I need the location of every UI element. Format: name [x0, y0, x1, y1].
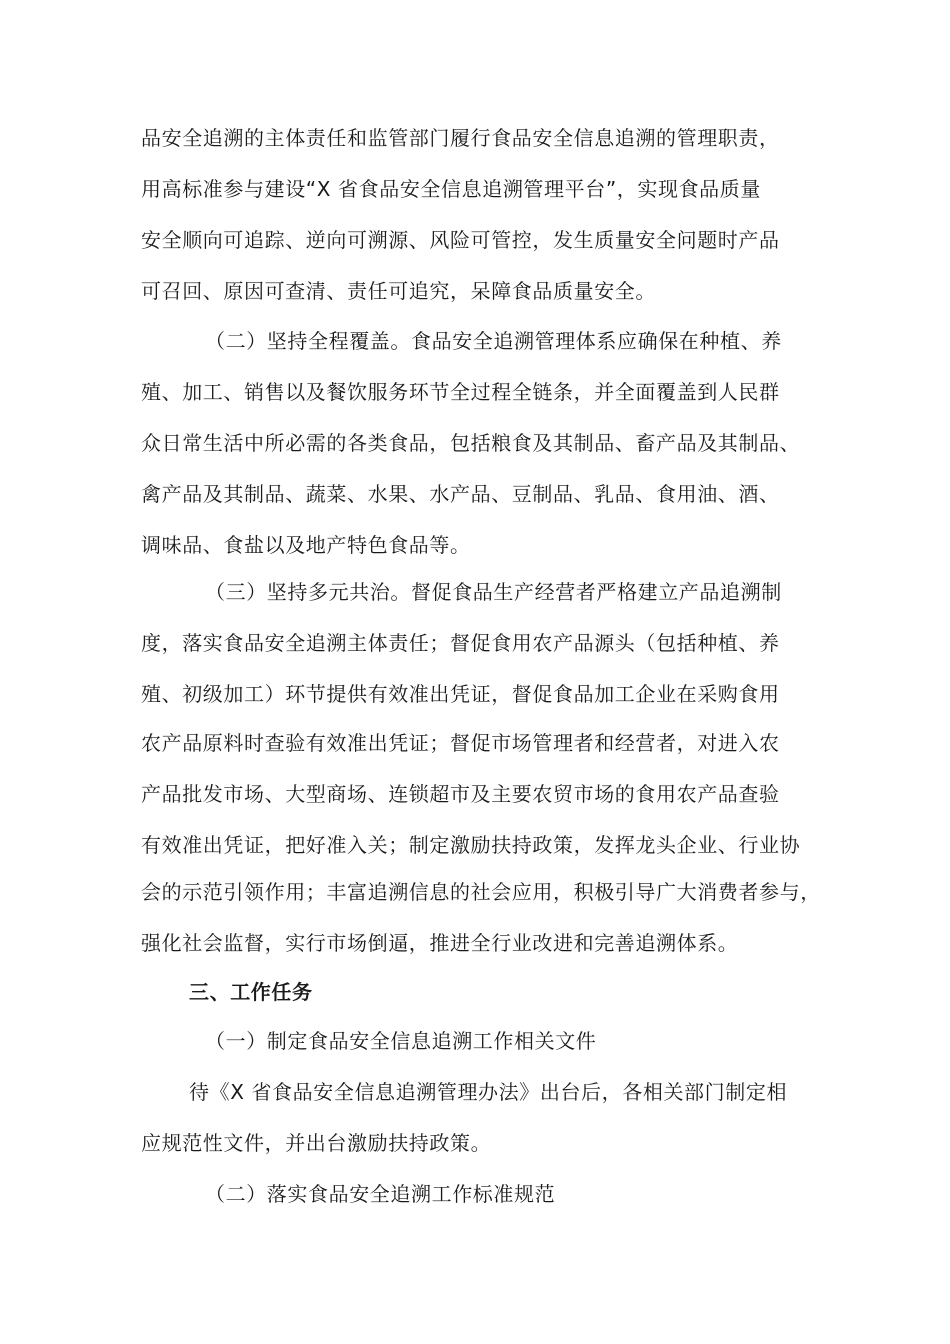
paragraph-3-line-8: 强化社会监督，实行市场倒逼，推进全行业改进和完善追溯体系。	[141, 931, 739, 955]
paragraph-3-line-6: 有效准出凭证，把好准入关；制定激励扶持政策，发挥龙头企业、行业协	[141, 833, 801, 857]
paragraph-2-line-1: （二）坚持全程覆盖。食品安全追溯管理体系应确保在种植、养	[205, 329, 782, 353]
paragraph-1-line-4: 可召回、原因可查清、责任可追究，呆障食品质量安全。	[141, 279, 656, 303]
section-heading: 三、工作任务	[189, 980, 313, 1004]
paragraph-1-line-2: 用高标准参与建设“X 省食品安全信息追溯管理平台”，实现食品质量	[141, 177, 761, 201]
paragraph-1-line-1: 品安全追溯的主体责任和监管部门履行食品安全信息追溯的管理职责，	[141, 126, 780, 150]
paragraph-4-line-1: 待《X 省食品安全信息追溯管理办法》出台后，各相关部门制定相	[189, 1080, 788, 1104]
paragraph-3-line-3: 殖、初级加工）环节提供有效准出凭证，督促食品加工企业在采购食用	[141, 682, 780, 706]
paragraph-2-line-2: 殖、加工、销售以及餐饮服务环节全过程全链条，并全面覆盖到人民群	[141, 380, 780, 404]
sub-heading-1: （一）制定食品安全信息追溯工作相关文件	[205, 1029, 597, 1053]
paragraph-4-line-2: 应规范性文件，并出台激励扶持政策。	[141, 1131, 492, 1155]
paragraph-3-line-7: 会的示范引领作用；丰富追溯信息的社会应用，积极引导广大消费者参与，	[141, 880, 821, 904]
paragraph-3-line-1: （三）坚持多元共治。督促食品生产经营者严格建立产品追溯制	[205, 580, 782, 604]
paragraph-3-line-5: 产品批发市场、大型商场、连锁超市及主要农贸市场的食用农产品查验	[141, 782, 780, 806]
paragraph-2-line-5: 调味品、食盐以及地产特色食品等。	[141, 533, 471, 557]
paragraph-2-line-3: 众日常生活中所必需的各类食品，包括粮食及其制品、畜产品及其制品、	[141, 431, 801, 455]
paragraph-2-line-4: 禽产品及其制品、蔬菜、水果、水产品、豆制品、乳品、食用油、酒、	[141, 482, 780, 506]
sub-heading-2: （二）落实食品安全追溯工作标准规范	[205, 1182, 556, 1206]
paragraph-1-line-3: 安全顺向可追踪、逆向可溯源、风险可管控，发生质量安全问题时产品	[141, 228, 780, 252]
paragraph-3-line-4: 农产品原料时查验有效准出凭证；督促市场管理者和经营者，对进入农	[141, 731, 780, 755]
paragraph-3-line-2: 度，落实食品安全追溯主体责任；督促食用农产品源头（包括种植、养	[141, 631, 780, 655]
